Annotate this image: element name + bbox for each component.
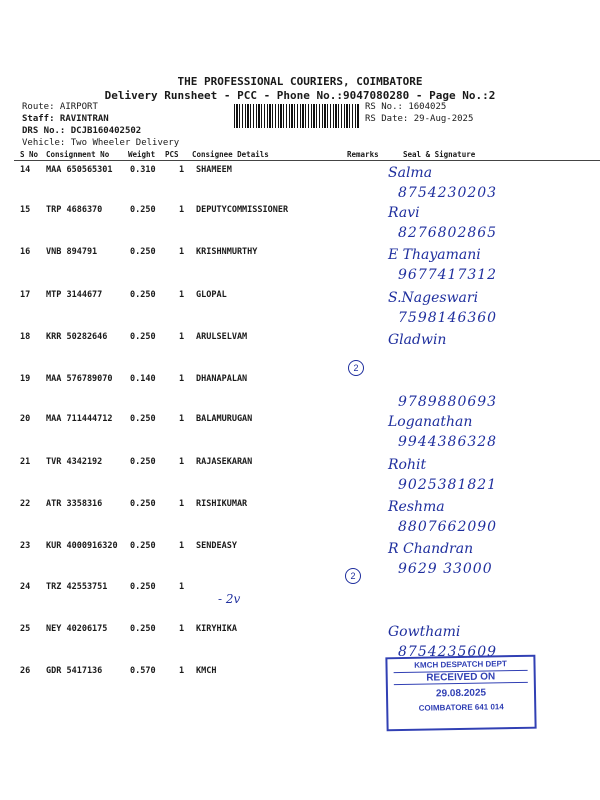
stamp-date: 29.08.2025 <box>435 687 487 700</box>
signature-name: Rohit <box>388 457 427 473</box>
consignee-name: KMCH <box>196 666 217 676</box>
table-row <box>0 290 600 332</box>
pcs-cell: 1 <box>179 247 185 257</box>
signature-name: Salma <box>388 165 433 181</box>
weight-cell: 0.250 <box>130 499 156 509</box>
table-row <box>0 205 600 247</box>
table-row <box>0 374 600 416</box>
signature-phone: 9789880693 <box>398 394 498 410</box>
handwritten-mark: - 2v <box>218 592 241 606</box>
sno-cell: 24 <box>20 582 31 592</box>
consignment-number: TRP 4686370 <box>46 205 103 215</box>
pcs-cell: 1 <box>179 332 185 342</box>
signature-name: E Thayamani <box>388 247 481 263</box>
weight-cell: 0.250 <box>130 290 156 300</box>
col-sno: S No <box>20 150 39 159</box>
consignment-number: MAA 711444712 <box>46 414 113 424</box>
sno-cell: 20 <box>20 414 31 424</box>
consignment-number: TRZ 42553751 <box>46 582 108 592</box>
consignee-name: DEPUTYCOMMISSIONER <box>196 205 289 215</box>
sno-cell: 22 <box>20 499 31 509</box>
sno-cell: 17 <box>20 290 31 300</box>
consignment-number: ATR 3358316 <box>46 499 103 509</box>
weight-cell: 0.140 <box>130 374 156 384</box>
table-row <box>0 499 600 541</box>
weight-cell: 0.250 <box>130 457 156 467</box>
signature-phone: 8807662090 <box>398 519 498 535</box>
pcs-cell: 1 <box>179 205 185 215</box>
consignment-number: MAA 650565301 <box>46 165 113 175</box>
table-row <box>0 541 600 583</box>
col-remarks: Remarks <box>347 150 379 159</box>
pcs-cell: 1 <box>179 624 185 634</box>
signature-name: Loganathan <box>388 414 473 430</box>
signature-phone: 9025381821 <box>398 477 498 493</box>
sno-cell: 26 <box>20 666 31 676</box>
table-row <box>0 457 600 499</box>
header-rule <box>14 160 600 161</box>
signature-phone: 8754230203 <box>398 185 498 201</box>
remark-mark: 2 <box>348 360 364 376</box>
rs-date: RS Date: 29-Aug-2025 <box>365 114 474 124</box>
pcs-cell: 1 <box>179 582 185 592</box>
stamp-dept: KMCH DESPATCH DEPT <box>414 659 507 670</box>
sno-cell: 15 <box>20 205 31 215</box>
consignee-name: DHANAPALAN <box>196 374 248 384</box>
pcs-cell: 1 <box>179 165 185 175</box>
sno-cell: 14 <box>20 165 31 175</box>
signature-phone: 9677417312 <box>398 267 498 283</box>
pcs-cell: 1 <box>179 457 185 467</box>
weight-cell: 0.250 <box>130 247 156 257</box>
col-pcs: PCS <box>165 150 179 159</box>
consignee-name: KIRYHIKA <box>196 624 237 634</box>
consignee-name: SHAMEEM <box>196 165 232 175</box>
consignment-number: GDR 5417136 <box>46 666 103 676</box>
signature-name: Reshma <box>388 499 445 515</box>
signature-name: Gowthami <box>388 624 461 640</box>
staff-label: Staff: RAVINTRAN <box>22 114 109 124</box>
table-row <box>0 332 600 374</box>
company-title: THE PROFESSIONAL COURIERS, COIMBATORE <box>177 75 423 88</box>
consignment-number: KRR 50282646 <box>46 332 108 342</box>
sno-cell: 25 <box>20 624 31 634</box>
consignee-name: SENDEASY <box>196 541 237 551</box>
signature-name: Gladwin <box>388 332 447 348</box>
stamp-location: COIMBATORE 641 014 <box>418 702 504 713</box>
col-consignment: Consignment No <box>46 150 110 159</box>
consignee-name: KRISHNMURTHY <box>196 247 258 257</box>
pcs-cell: 1 <box>179 290 185 300</box>
weight-cell: 0.250 <box>130 205 156 215</box>
received-stamp <box>385 655 536 732</box>
route-label: Route: AIRPORT <box>22 102 98 112</box>
pcs-cell: 1 <box>179 541 185 551</box>
vehicle-label: Vehicle: Two Wheeler Delivery <box>22 138 180 148</box>
sno-cell: 19 <box>20 374 31 384</box>
barcode <box>234 104 360 128</box>
consignee-name: RAJASEKARAN <box>196 457 253 467</box>
weight-cell: 0.570 <box>130 666 156 676</box>
col-weight: Weight <box>128 150 156 159</box>
table-row <box>0 414 600 456</box>
sno-cell: 16 <box>20 247 31 257</box>
weight-cell: 0.250 <box>130 541 156 551</box>
signature-phone: 7598146360 <box>398 310 498 326</box>
weight-cell: 0.250 <box>130 624 156 634</box>
weight-cell: 0.250 <box>130 414 156 424</box>
table-row <box>0 165 600 207</box>
sno-cell: 18 <box>20 332 31 342</box>
pcs-cell: 1 <box>179 374 185 384</box>
consignee-name: GLOPAL <box>196 290 227 300</box>
signature-name: S.Nageswari <box>388 290 479 306</box>
consignment-number: VNB 894791 <box>46 247 98 257</box>
pcs-cell: 1 <box>179 499 185 509</box>
signature-phone: 9944386328 <box>398 434 498 450</box>
table-row <box>0 582 600 624</box>
col-seal-signature: Seal & Signature <box>403 150 476 159</box>
consignee-name: BALAMURUGAN <box>196 414 253 424</box>
weight-cell: 0.310 <box>130 165 156 175</box>
consignee-name: ARULSELVAM <box>196 332 248 342</box>
consignee-name: RISHIKUMAR <box>196 499 248 509</box>
consignment-number: TVR 4342192 <box>46 457 103 467</box>
sno-cell: 21 <box>20 457 31 467</box>
runsheet-subtitle: Delivery Runsheet - PCC - Phone No.:9047080280 - Page No.:2 <box>104 89 496 102</box>
drs-label: DRS No.: DCJB160402502 <box>22 126 142 136</box>
sno-cell: 23 <box>20 541 31 551</box>
consignment-number: MTP 3144677 <box>46 290 103 300</box>
pcs-cell: 1 <box>179 666 185 676</box>
rs-number: RS No.: 1604025 <box>365 102 447 112</box>
weight-cell: 0.250 <box>130 332 156 342</box>
consignment-number: NEY 40206175 <box>46 624 108 634</box>
signature-phone: 8276802865 <box>398 225 498 241</box>
pcs-cell: 1 <box>179 414 185 424</box>
weight-cell: 0.250 <box>130 582 156 592</box>
col-consignee: Consignee Details <box>192 150 269 159</box>
signature-phone: 8754235609 <box>398 644 498 660</box>
signature-phone: 9629 33000 <box>398 561 493 577</box>
signature-name: Ravi <box>388 205 420 221</box>
remark-mark: 2 <box>345 568 361 584</box>
consignment-number: MAA 576789070 <box>46 374 113 384</box>
stamp-received: RECEIVED ON <box>394 670 528 685</box>
table-row <box>0 247 600 289</box>
consignment-number: KUR 4000916320 <box>46 541 118 551</box>
signature-name: R Chandran <box>388 541 474 557</box>
